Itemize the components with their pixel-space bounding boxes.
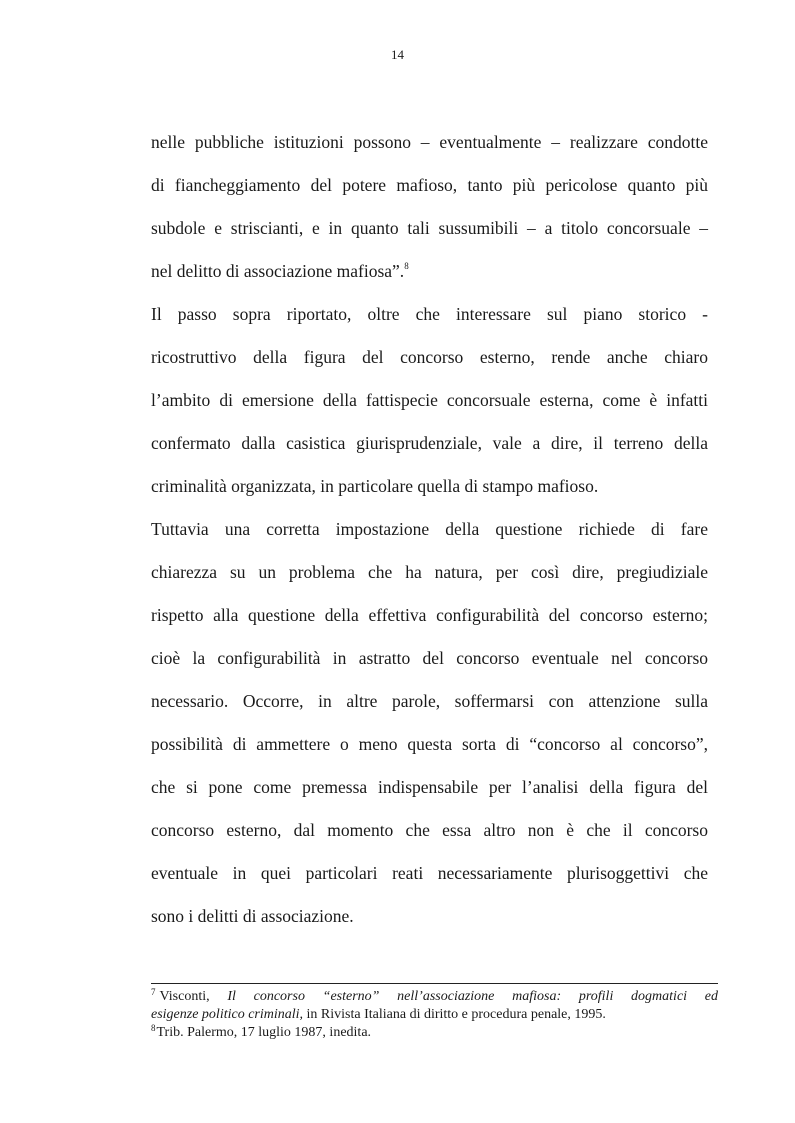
text-line: che si pone come premessa indispensabile per l’analisi della figura del [151, 777, 708, 797]
footnote-ref-8[interactable]: 8 [404, 261, 409, 271]
footnote-mark: 7 [151, 987, 156, 997]
footnote-title: Il concorso “esterno” nell’associazione mafiosa: profili dogmatici ed [227, 989, 718, 1004]
text-line: Tuttavia una corretta impostazione della questione richiede di fare [151, 519, 708, 539]
footnote-8 [151, 1024, 718, 1042]
text-line: subdole e striscianti, e in quanto tali sussumibili – a titolo concorsuale – [151, 218, 708, 238]
text-line: cioè la configurabilità in astratto del concorso eventuale nel concorso [151, 648, 708, 668]
footnotes [151, 988, 718, 1042]
footnote-source: in Rivista Italiana di diritto e procedura penale, 1995. [306, 1007, 606, 1022]
text-line: ricostruttivo della figura del concorso esterno, rende anche chiaro [151, 347, 708, 367]
text-line: concorso esterno, dal momento che essa altro non è che il concorso [151, 820, 708, 840]
footnote-text: Trib. Palermo, 17 luglio 1987, inedita. [156, 1025, 372, 1040]
text-line: eventuale in quei particolari reati necessariamente plurisoggettivi che [151, 863, 708, 883]
text-line: necessario. Occorre, in altre parole, soffermarsi con attenzione sulla [151, 691, 708, 711]
text-line: chiarezza su un problema che ha natura, per così dire, pregiudiziale [151, 562, 708, 582]
footnote-7 [151, 988, 718, 1006]
page-number: 14 [391, 47, 404, 62]
text-line: rispetto alla questione della effettiva configurabilità del concorso esterno; [151, 605, 708, 625]
text-line: criminalità organizzata, in particolare quella di stampo mafioso. [151, 476, 599, 496]
footnote-author: Visconti, [159, 989, 210, 1004]
text-line [151, 253, 708, 296]
text-line: sono i delitti di associazione. [151, 906, 354, 926]
text-line: di fiancheggiamento del potere mafioso, tanto più pericolose quanto più [151, 175, 708, 195]
footnote-mark: 8 [151, 1023, 156, 1033]
text-line-content: nel delitto di associazione mafiosa”. [151, 261, 405, 281]
footnote-7-continued [151, 1006, 718, 1024]
text-line: possibilità di ammettere o meno questa sorta di “concorso al concorso”, [151, 734, 708, 754]
text-line: l’ambito di emersione della fattispecie concorsuale esterna, come è infatti [151, 390, 708, 410]
text-line: nelle pubbliche istituzioni possono – eventualmente – realizzare condotte [151, 132, 708, 152]
footnote-separator [151, 983, 718, 984]
text-line: confermato dalla casistica giurisprudenziale, vale a dire, il terreno della [151, 433, 708, 453]
text-line: Il passo sopra riportato, oltre che interessare sul piano storico - [151, 304, 708, 324]
footnote-title: esigenze politico criminali, [151, 1007, 304, 1022]
body-text [151, 124, 708, 941]
